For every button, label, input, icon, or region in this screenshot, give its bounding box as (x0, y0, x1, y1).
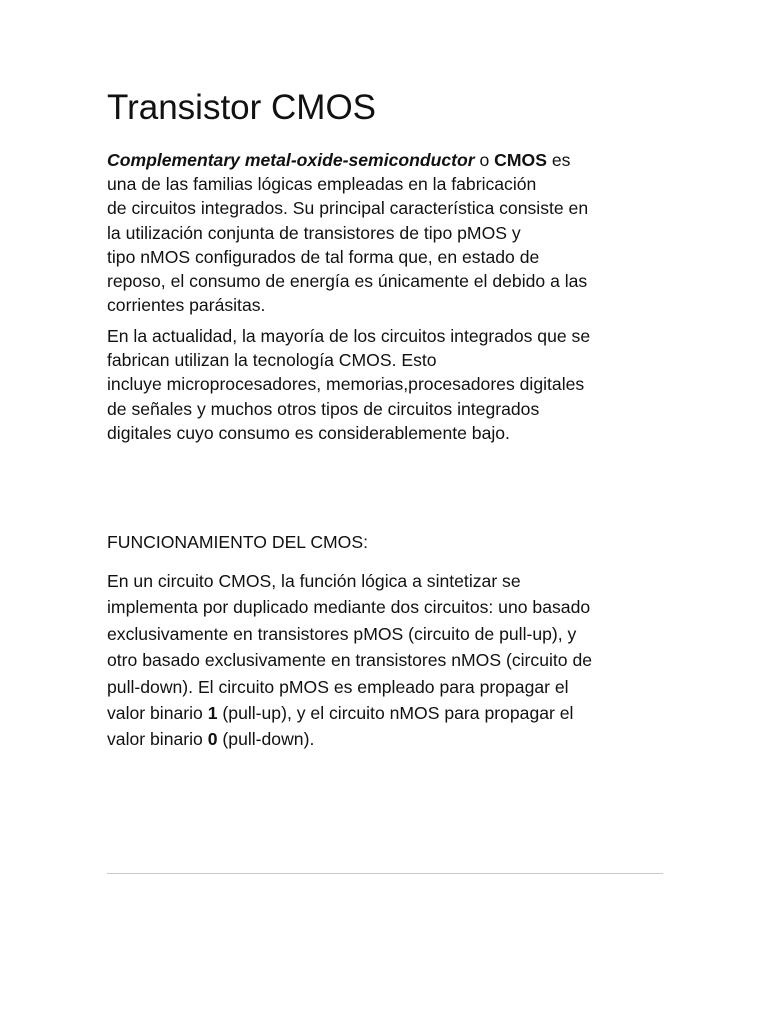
intro-paragraph (107, 148, 588, 317)
paragraph-line: pull-down). El circuito pMOS es empleado para propagar el (107, 676, 569, 697)
paragraph-line: corrientes parásitas. (107, 295, 266, 316)
usage-paragraph (107, 324, 590, 445)
paragraph-line: digitales cuyo consumo es considerablemente bajo. (107, 422, 510, 443)
line-text: (pull-down). (217, 729, 315, 750)
paragraph-line: fabrican utilizan la tecnología CMOS. Esto (107, 350, 437, 371)
paragraph-line: otro basado exclusivamente en transistores nMOS (circuito de (107, 650, 593, 671)
connector-text: es (546, 150, 571, 170)
term-abbreviation: CMOS (494, 150, 547, 170)
horizontal-divider (107, 873, 663, 874)
line-text: (pull-up), y el circuito nMOS para propagar el (217, 703, 574, 724)
binary-value-one: 1 (207, 703, 218, 724)
connector-text: o (474, 150, 495, 170)
operation-paragraph (107, 568, 592, 753)
binary-value-zero: 0 (207, 729, 218, 750)
paragraph-line: implementa por duplicado mediante dos circuitos: uno basado (107, 597, 591, 618)
paragraph-line: exclusivamente en transistores pMOS (circuito de pull-up), y (107, 623, 577, 644)
paragraph-line: reposo, el consumo de energía es únicamente el debido a las (107, 271, 588, 292)
paragraph-line: incluye microprocesadores, memorias,procesadores digitales (107, 374, 585, 395)
section-heading: FUNCIONAMIENTO DEL CMOS: (107, 532, 368, 552)
paragraph-line: En un circuito CMOS, la función lógica a sintetizar se (107, 571, 521, 591)
paragraph-line: de circuitos integrados. Su principal característica consiste en (107, 198, 589, 219)
paragraph-line: de señales y muchos otros tipos de circuitos integrados (107, 398, 540, 419)
paragraph-line (107, 726, 592, 752)
paragraph-line: tipo nMOS configurados de tal forma que, en estado de (107, 246, 540, 267)
paragraph-line: la utilización conjunta de transistores de tipo pMOS y (107, 222, 521, 243)
line-text: valor binario (107, 703, 208, 724)
paragraph-line: En la actualidad, la mayoría de los circuitos integrados que se (107, 326, 591, 346)
paragraph-line: una de las familias lógicas empleadas en la fabricación (107, 174, 537, 195)
line-text: valor binario (107, 729, 208, 750)
paragraph-line (107, 148, 588, 172)
term-full-name: Complementary metal-oxide-semiconductor (107, 150, 475, 170)
page-title: Transistor CMOS (107, 88, 377, 127)
paragraph-line (107, 700, 592, 726)
